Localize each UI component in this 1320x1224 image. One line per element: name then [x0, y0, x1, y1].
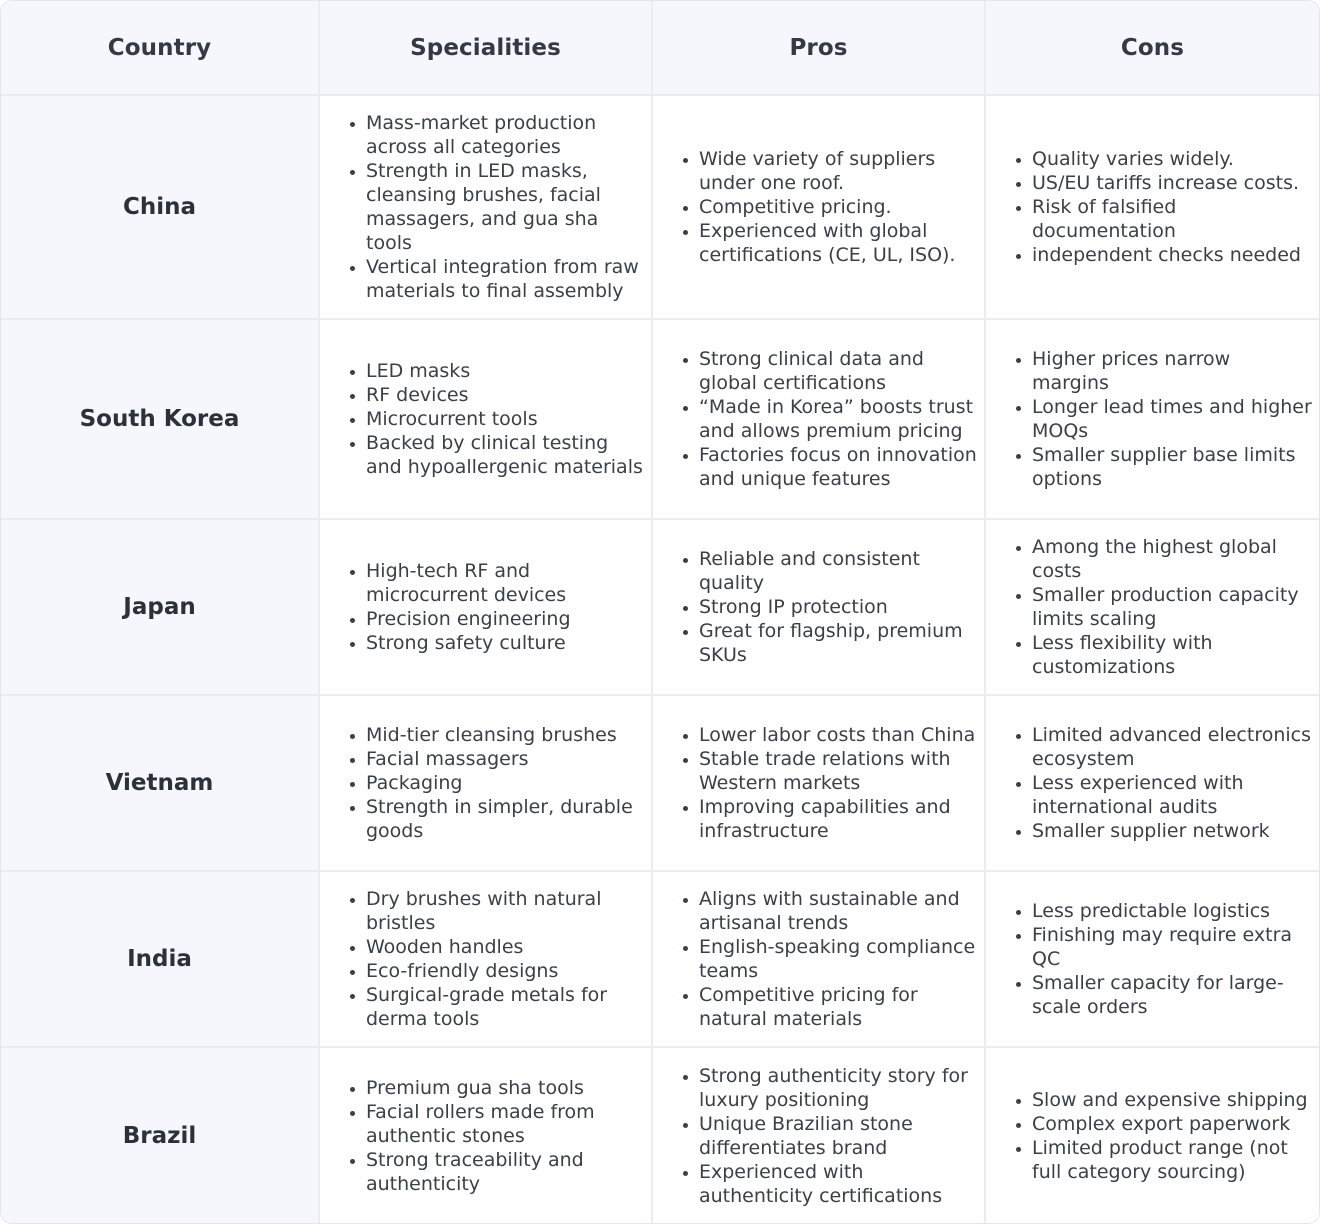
- list-item: • Improving capabilities and infrastructure: [699, 795, 978, 843]
- country-cell: Brazil: [1, 1047, 319, 1223]
- cons-cell: [985, 519, 1319, 695]
- list-item: • Longer lead times and higher MOQs: [1032, 395, 1313, 443]
- specialities-cell: [319, 519, 652, 695]
- list-item: • Smaller production capacity limits scaling: [1032, 583, 1313, 631]
- list-item: • Strong safety culture: [366, 631, 645, 655]
- pros-list: [653, 147, 984, 267]
- table-row: [1, 871, 1319, 1047]
- list-item: • Finishing may require extra QC: [1032, 923, 1313, 971]
- list-item: • Less experienced with international audits: [1032, 771, 1313, 819]
- pros-list: [653, 723, 984, 843]
- list-item: • Microcurrent tools: [366, 407, 645, 431]
- country-cell: Japan: [1, 519, 319, 695]
- pros-cell: [652, 1047, 985, 1223]
- list-item: • Unique Brazilian stone differentiates brand: [699, 1112, 978, 1160]
- cons-cell: [985, 695, 1319, 871]
- specialities-list: [320, 887, 651, 1031]
- cons-list: [986, 347, 1319, 491]
- specialities-cell: [319, 1047, 652, 1223]
- list-item: • Premium gua sha tools: [366, 1076, 645, 1100]
- list-item: • Eco-friendly designs: [366, 959, 645, 983]
- country-cell: China: [1, 95, 319, 319]
- list-item: • Strong authenticity story for luxury positioning: [699, 1064, 978, 1112]
- list-item: • Among the highest global costs: [1032, 535, 1313, 583]
- list-item: • independent checks needed: [1032, 243, 1313, 267]
- country-cell: South Korea: [1, 319, 319, 519]
- list-item: • Smaller supplier network: [1032, 819, 1313, 843]
- list-item: • Dry brushes with natural bristles: [366, 887, 645, 935]
- list-item: • Smaller supplier base limits options: [1032, 443, 1313, 491]
- table-row: [1, 1047, 1319, 1223]
- country-cell: Vietnam: [1, 695, 319, 871]
- pros-list: [653, 347, 984, 491]
- specialities-list: [320, 723, 651, 843]
- specialities-cell: [319, 95, 652, 319]
- pros-list: [653, 887, 984, 1031]
- cons-cell: [985, 871, 1319, 1047]
- list-item: • US/EU tariffs increase costs.: [1032, 171, 1313, 195]
- list-item: • Wide variety of suppliers under one roof.: [699, 147, 978, 195]
- list-item: • Precision engineering: [366, 607, 645, 631]
- list-item: • LED masks: [366, 359, 645, 383]
- list-item: • Competitive pricing for natural materials: [699, 983, 978, 1031]
- list-item: • Mass-market production across all categories: [366, 111, 645, 159]
- cons-list: [986, 899, 1319, 1019]
- list-item: • Strong IP protection: [699, 595, 978, 619]
- list-item: • Mid-tier cleansing brushes: [366, 723, 645, 747]
- pros-cell: [652, 319, 985, 519]
- table-row: [1, 519, 1319, 695]
- list-item: • High-tech RF and microcurrent devices: [366, 559, 645, 607]
- list-item: • Lower labor costs than China: [699, 723, 978, 747]
- specialities-cell: [319, 319, 652, 519]
- list-item: • Facial rollers made from authentic stones: [366, 1100, 645, 1148]
- pros-cell: [652, 95, 985, 319]
- list-item: • Slow and expensive shipping: [1032, 1088, 1313, 1112]
- list-item: • Packaging: [366, 771, 645, 795]
- pros-cell: [652, 871, 985, 1047]
- list-item: • Facial massagers: [366, 747, 645, 771]
- list-item: • Risk of falsified documentation: [1032, 195, 1313, 243]
- list-item: • Factories focus on innovation and unique features: [699, 443, 978, 491]
- cons-list: [986, 535, 1319, 679]
- specialities-list: [320, 559, 651, 655]
- table-header: [1, 1, 1319, 95]
- header-row: [1, 1, 1319, 95]
- list-item: • Smaller capacity for large-scale orders: [1032, 971, 1313, 1019]
- list-item: • “Made in Korea” boosts trust and allows premium pricing: [699, 395, 978, 443]
- table-row: [1, 695, 1319, 871]
- cons-cell: [985, 1047, 1319, 1223]
- cons-cell: [985, 319, 1319, 519]
- list-item: • Limited advanced electronics ecosystem: [1032, 723, 1313, 771]
- header-cons: Cons: [985, 1, 1319, 95]
- table-row: [1, 319, 1319, 519]
- list-item: • Complex export paperwork: [1032, 1112, 1313, 1136]
- list-item: • Reliable and consistent quality: [699, 547, 978, 595]
- list-item: • Experienced with global certifications (CE, UL, ISO).: [699, 219, 978, 267]
- table-body: [1, 95, 1319, 1223]
- pros-cell: [652, 519, 985, 695]
- cons-list: [986, 147, 1319, 267]
- list-item: • Strength in simpler, durable goods: [366, 795, 645, 843]
- list-item: • Stable trade relations with Western markets: [699, 747, 978, 795]
- list-item: • Higher prices narrow margins: [1032, 347, 1313, 395]
- header-pros: Pros: [652, 1, 985, 95]
- list-item: • Wooden handles: [366, 935, 645, 959]
- country-cell: India: [1, 871, 319, 1047]
- specialities-list: [320, 359, 651, 479]
- specialities-cell: [319, 871, 652, 1047]
- list-item: • Less flexibility with customizations: [1032, 631, 1313, 679]
- list-item: • Strong clinical data and global certifications: [699, 347, 978, 395]
- specialities-cell: [319, 695, 652, 871]
- list-item: • Great for flagship, premium SKUs: [699, 619, 978, 667]
- table-row: [1, 95, 1319, 319]
- list-item: • Aligns with sustainable and artisanal trends: [699, 887, 978, 935]
- specialities-list: [320, 111, 651, 303]
- list-item: • Vertical integration from raw materials to final assembly: [366, 255, 645, 303]
- cons-list: [986, 723, 1319, 843]
- pros-list: [653, 1064, 984, 1208]
- list-item: • Strength in LED masks, cleansing brushes, facial massagers, and gua sha tools: [366, 159, 645, 255]
- cons-list: [986, 1088, 1319, 1184]
- header-country: Country: [1, 1, 319, 95]
- list-item: • Quality varies widely.: [1032, 147, 1313, 171]
- list-item: • Competitive pricing.: [699, 195, 978, 219]
- list-item: • RF devices: [366, 383, 645, 407]
- list-item: • Surgical-grade metals for derma tools: [366, 983, 645, 1031]
- pros-cell: [652, 695, 985, 871]
- header-specialities: Specialities: [319, 1, 652, 95]
- sourcing-comparison-table: [1, 1, 1319, 1223]
- list-item: • Strong traceability and authenticity: [366, 1148, 645, 1196]
- cons-cell: [985, 95, 1319, 319]
- specialities-list: [320, 1076, 651, 1196]
- pros-list: [653, 547, 984, 667]
- list-item: • Backed by clinical testing and hypoallergenic materials: [366, 431, 645, 479]
- list-item: • Experienced with authenticity certifications: [699, 1160, 978, 1208]
- list-item: • English-speaking compliance teams: [699, 935, 978, 983]
- list-item: • Limited product range (not full category sourcing): [1032, 1136, 1313, 1184]
- list-item: • Less predictable logistics: [1032, 899, 1313, 923]
